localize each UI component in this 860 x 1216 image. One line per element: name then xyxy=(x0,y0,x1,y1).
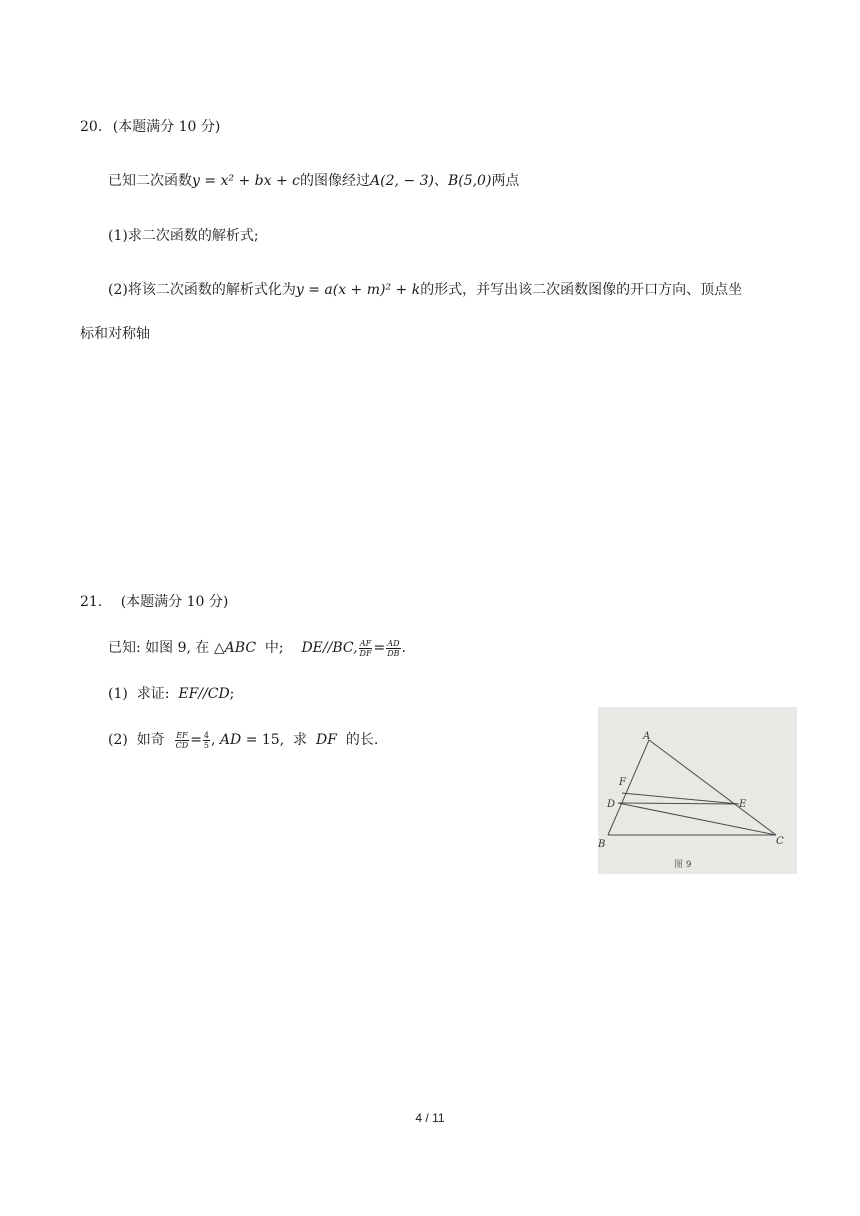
q21-part2-df: DF xyxy=(315,732,337,748)
q21-equals: = xyxy=(373,640,386,656)
label-d: D xyxy=(607,799,616,810)
q20-part1: (1)求二次函数的解析式; xyxy=(108,228,259,244)
page-number: 4 / 11 xyxy=(415,1111,445,1125)
q21-part2-mid: , xyxy=(211,732,220,748)
q21-part2-end: 的长. xyxy=(336,732,379,748)
q21-header xyxy=(80,592,228,612)
q20-sep: 、 xyxy=(433,173,448,189)
q20-stem-pre: 已知二次函数 xyxy=(108,173,192,189)
q20-stem xyxy=(108,171,519,191)
figure-9 xyxy=(598,707,797,874)
q21-frac4-num: 4 xyxy=(203,730,210,740)
q20-header-text: (本题满分 10 分) xyxy=(112,119,221,135)
q20-part2-func: y = a(x + m)² + k xyxy=(295,282,421,298)
q21-part2-pre: (2) 如奇 xyxy=(108,732,174,748)
q21-given-pre: 已知: 如图 9, 在 △ xyxy=(108,640,225,656)
q21-frac2-den: DB xyxy=(387,648,400,658)
q20-stem-mid: 的图像经过 xyxy=(300,173,371,189)
q21-frac3-den: CD xyxy=(175,740,189,750)
q20-stem-post: 两点 xyxy=(491,173,520,189)
figure-caption: 图 9 xyxy=(674,860,692,870)
q21-header-text: (本题满分 10 分) xyxy=(120,594,229,610)
q20-number: 20. xyxy=(80,119,103,135)
q20-part2-pre: (2)将该二次函数的解析式化为 xyxy=(108,282,296,298)
q20-part2-continued: 标和对称轴 xyxy=(80,326,150,342)
label-f: F xyxy=(619,777,626,788)
q21-frac1-num: AF xyxy=(359,638,372,648)
q21-frac4-den: 5 xyxy=(203,740,210,750)
figure-background xyxy=(598,707,797,874)
q20-header xyxy=(80,117,220,137)
label-e: E xyxy=(739,799,747,810)
q21-given xyxy=(108,638,406,658)
q20-point-b: B(5,0) xyxy=(447,173,492,189)
q20-stem-func: y = x² + bx + c xyxy=(192,173,301,189)
q21-fraction-ef-cd xyxy=(175,731,190,750)
q21-given-triangle: ABC xyxy=(224,640,257,656)
q21-part2 xyxy=(108,730,378,750)
label-c: C xyxy=(776,836,784,847)
q20-part2-post: 的形式，并写出该二次函数图像的开口方向、顶点坐 xyxy=(420,282,743,298)
q21-part1-pre: (1) 求证: xyxy=(108,686,179,702)
label-a: A xyxy=(643,731,651,742)
q21-part2-ad: AD xyxy=(219,732,242,748)
q21-frac3-num: EF xyxy=(176,730,188,740)
q21-fraction-af-df xyxy=(359,639,373,658)
q21-part2-equals: = xyxy=(190,732,202,748)
q21-frac2-num: AD xyxy=(387,638,400,648)
q21-fraction-4-5 xyxy=(203,731,210,750)
q21-part1 xyxy=(108,684,234,704)
label-b: B xyxy=(598,839,606,850)
q21-given-parallel: DE//BC, xyxy=(301,640,358,656)
q20-part2 xyxy=(108,280,742,300)
q21-given-end: . xyxy=(401,640,406,656)
q21-part2-eq: = 15, 求 xyxy=(241,732,316,748)
q21-part1-end: ; xyxy=(229,686,235,702)
q21-fraction-ad-db xyxy=(386,639,400,658)
q21-given-mid: 中; xyxy=(256,640,302,656)
q21-part1-math: EF//CD xyxy=(178,686,230,702)
q21-frac1-den: DF xyxy=(359,648,372,658)
q21-number: 21. xyxy=(80,594,103,610)
q20-point-a: A(2, − 3) xyxy=(370,173,434,189)
